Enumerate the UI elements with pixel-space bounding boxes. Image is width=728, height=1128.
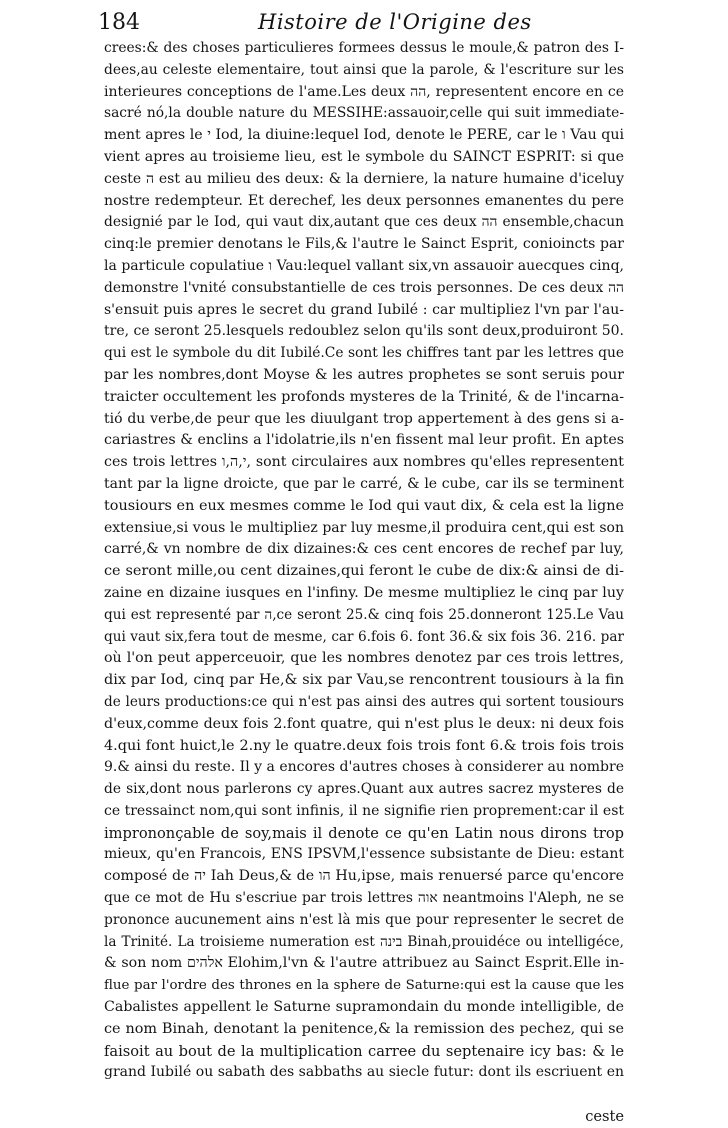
text-line: faisoit au bout de la multiplication carree du septenaire icy bas: & le xyxy=(104,1042,624,1060)
text-line: dees,au celeste elementaire, tout ainsi que la parole, & l'escriture sur les xyxy=(104,61,624,78)
text-line xyxy=(104,1084,624,1106)
text-line: composé de יה Iah Deus,& de הו Hu,ipse, mais renuersé parce qu'encore xyxy=(104,868,624,885)
text-line: 4.qui font huict,le 2.ny le quatre.deux fois trois font 6.& trois fois trois xyxy=(104,737,624,754)
text-line: prononce aucunement ains n'est là mis que pour representer le secret de xyxy=(104,911,624,928)
text-line: s'ensuit puis apres le secret du grand Iubilé : car multipliez l'vn par l'au- xyxy=(104,301,624,318)
text-line: nostre redempteur. Et derechef, les deux personnes emanentes du pere xyxy=(104,192,624,209)
text-line: qui est representé par ה,ce seront 25.& cinq fois 25.donneront 125.Le Vau xyxy=(104,606,624,623)
text-line: qui est le symbole du dit Iubilé.Ce sont les chiffres tant par les lettres que xyxy=(104,345,624,362)
text-line: 9.& ainsi du reste. Il y a encores d'autres choses à considerer au nombre xyxy=(104,759,624,776)
text-line: tre, ce seront 25.lesquels redoublez selon qu'ils sont deux,produiront 50. xyxy=(104,323,624,340)
text-line: demonstre l'vnité consubstantielle de ces trois personnes. De ces deux הה xyxy=(104,279,624,296)
text-line: de leurs productions:ce qui n'est pas ainsi des autres qui sortent tousiours xyxy=(104,693,624,710)
text-line: où l'on peut apperceuoir, que les nombres denotez par ces trois lettres, xyxy=(104,650,624,667)
text-line: designié par le Iod, qui vaut dix,autant que ces deux הה ensemble,chacun xyxy=(104,214,624,231)
text-line: ces trois lettres י,ה,ו, sont circulaires aux nombres qu'elles representent xyxy=(104,454,624,471)
page-header xyxy=(98,2,668,36)
text-line: cinq:le premier denotans le Fils,& l'autre le Sainct Esprit, conioincts par xyxy=(104,236,624,253)
text-line: ce tressainct nom,qui sont infinis, il ne signifie rien proprement:car il est xyxy=(104,802,624,819)
text-line: grand Iubilé ou sabath des sabbaths au siecle futur: dont ils escriuent en xyxy=(104,1064,624,1081)
text-line: tant par la ligne droicte, que par le carré, & le cube, car ils se terminent xyxy=(104,475,624,492)
text-line: zaine en dizaine iusques en l'infiny. De mesme multipliez le cinq par luy xyxy=(104,584,624,601)
text-line: crees:& des choses particulieres formees dessus le moule,& patron des I- xyxy=(104,40,624,56)
text-line: extensiue,si vous le multipliez par luy mesme,il produira cent,qui est son xyxy=(104,519,624,536)
text-line: carré,& vn nombre de dix dizaines:& ces cent encores de rechef par luy, xyxy=(104,541,624,558)
running-title: Histoire de l'Origine des xyxy=(258,10,532,34)
text-line: de six,dont nous parlerons cy apres.Quant aux autres sacrez mysteres de xyxy=(104,781,624,798)
catchword: ceste xyxy=(585,1108,624,1126)
body-text xyxy=(104,38,624,1128)
text-line: sacré nó,la double nature du MESSIHE:assauoir,celle qui suit immediate- xyxy=(104,105,624,122)
text-line: ceste ה est au milieu des deux: & la derniere, la nature humaine d'iceluy xyxy=(104,170,624,187)
text-line: tió du verbe,de peur que les diuulgant trop appertement à des gens si a- xyxy=(104,410,624,427)
text-line: d'eux,comme deux fois 2.font quatre, qui n'est plus le deux: ni deux fois xyxy=(104,715,624,732)
text-line: Cabalistes appellent le Saturne supramondain du monde intelligible, de xyxy=(104,999,624,1016)
text-line: ce seront mille,ou cent dizaines,qui feront le cube de dix:& ainsi de di- xyxy=(104,563,624,580)
text-line: que ce mot de Hu s'escriue par trois lettres אוה neantmoins l'Aleph, ne se xyxy=(104,890,624,907)
text-line: ce nom Binah, denotant la penitence,& la remission des pechez, qui se xyxy=(104,1020,624,1037)
text-line: ment apres le י Iod, la diuine:lequel Iod, denote le PERE, car le ו Vau qui xyxy=(104,127,624,144)
text-line: & son nom אלהים Elohim,l'vn & l'autre attribuez au Sainct Esprit.Elle in- xyxy=(104,955,624,972)
text-line: traicter occultement les profonds mysteres de la Trinité, & de l'incarna- xyxy=(104,388,624,405)
text-line: qui vaut six,fera tout de mesme, car 6.fois 6. font 36.& six fois 36. 216. par xyxy=(104,628,624,645)
text-line: cariastres & enclins a l'idolatrie,ils n'en fissent mal leur profit. En aptes xyxy=(104,432,624,449)
text-line: la Trinité. La troisieme numeration est בינה Binah,prouidéce ou intelligéce, xyxy=(104,933,624,950)
text-line: flue par l'ordre des thrones en la sphere de Saturne:qui est la cause que les xyxy=(104,978,624,994)
page-number: 184 xyxy=(98,10,140,35)
text-line: la particule copulatiue ו Vau:lequel vallant six,vn assauoir auecques cinq, xyxy=(104,257,624,274)
text-line: mieux, qu'en Francois, ENS IPSVM,l'essence subsistante de Dieu: estant xyxy=(104,846,624,863)
text-line: par les nombres,dont Moyse & les autres prophetes se sont seruis pour xyxy=(104,366,624,383)
text-line: tousiours en eux mesmes comme le Iod qui vaut dix, & cela est la ligne xyxy=(104,497,624,514)
text-line: vient apres au troisieme lieu, est le symbole du SAINCT ESPRIT: si que xyxy=(104,148,624,165)
text-line: dix par Iod, cinq par He,& six par Vau,se rencontrent tousiours à la fin xyxy=(104,672,624,689)
text-line: imprononçable de soy,mais il denote ce qu'en Latin nous dirons trop xyxy=(104,824,624,842)
text-line: interieures conceptions de l'ame.Les deux הה, representent encore en ce xyxy=(104,83,624,100)
